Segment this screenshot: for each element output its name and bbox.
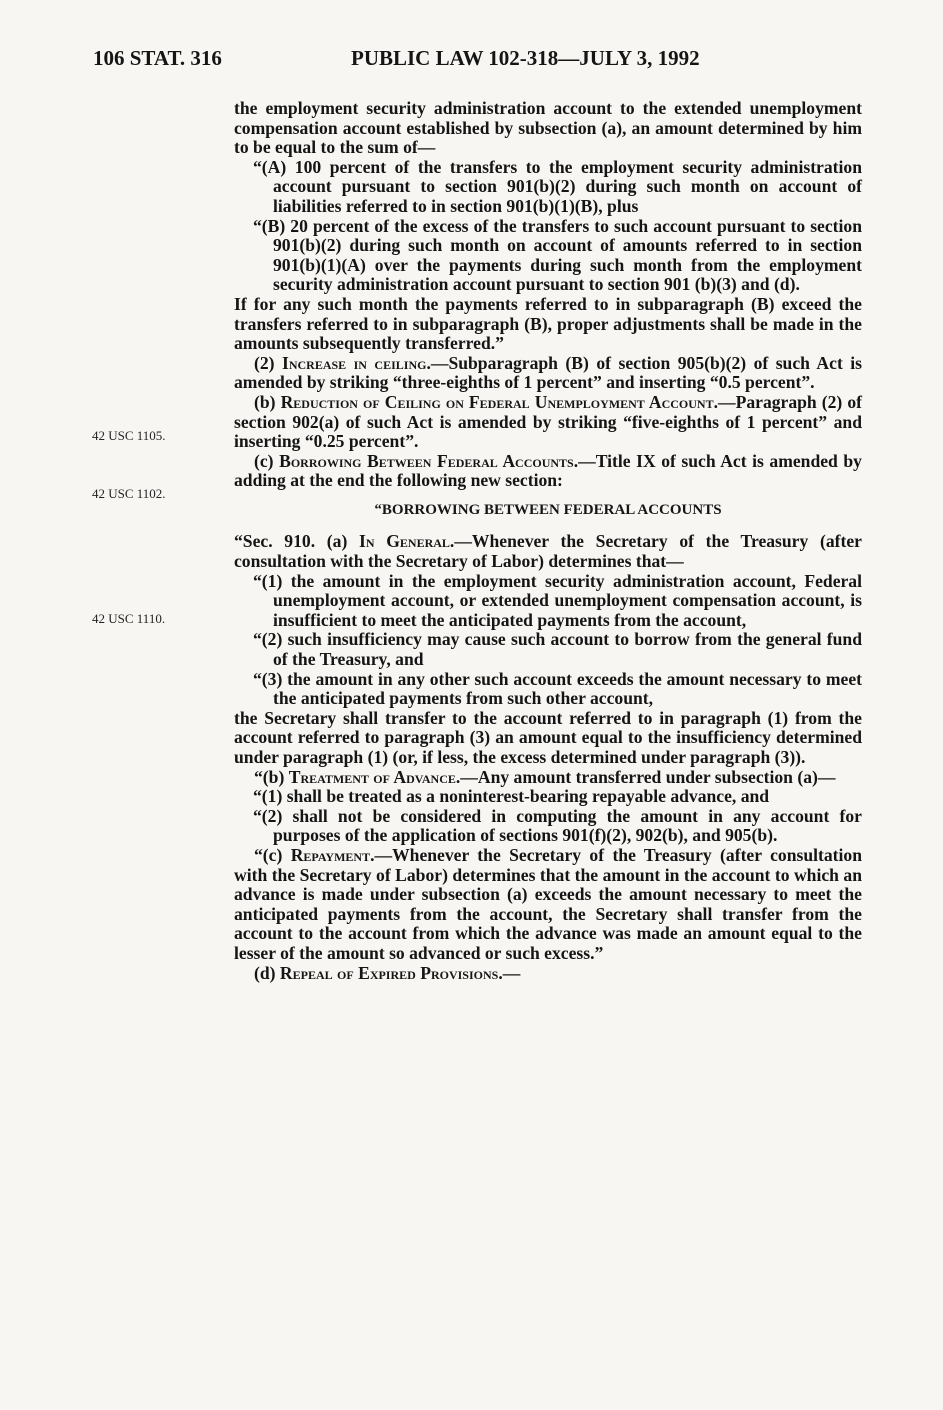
page-header bbox=[93, 46, 853, 76]
margin-note: 42 USC 1110. bbox=[92, 611, 166, 626]
stat-reference: 106 STAT. 316 bbox=[93, 46, 222, 70]
paragraph: the employment security administration account to the extended unemployment compensation account established by subsection (a), an amount determined by him to be equal to the sum of— bbox=[234, 98, 862, 158]
paragraph-lead: “(b) bbox=[254, 766, 289, 787]
paragraph: “(1) the amount in the employment security administration account, Federal unemployment account, or extended unemployment compensation account, is insufficient to meet the anticipated payments from the account, bbox=[253, 570, 862, 630]
paragraph-lead: (d) bbox=[254, 962, 280, 983]
paragraph bbox=[234, 354, 862, 393]
paragraph: “(2) shall not be considered in computing the amount in any account for purposes of the application of sections 901(f)(2), 902(b), and 905(b). bbox=[253, 805, 862, 846]
paragraph-heading: Treatment of Advance. bbox=[288, 766, 461, 787]
paragraph-heading: Borrowing Between Federal Accounts. bbox=[279, 450, 579, 471]
section-heading: “BORROWING BETWEEN FEDERAL ACCOUNTS bbox=[374, 501, 722, 518]
paragraph bbox=[234, 768, 862, 788]
paragraph: the Secretary shall transfer to the account referred to in paragraph (1) from the account referred to paragraph (3) an amount equal to the insufficiency determined under paragraph (1) (or, if less, the excess determined under paragraph (3)). bbox=[234, 707, 862, 767]
paragraph-text: —Any amount transferred under subsection (a)— bbox=[460, 766, 836, 787]
margin-note: 42 USC 1105. bbox=[92, 428, 166, 443]
paragraph-lead: (b) bbox=[254, 391, 281, 412]
margin-note: 42 USC 1102. bbox=[92, 486, 166, 501]
paragraph: “(2) such insufficiency may cause such account to borrow from the general fund of the Treasury, and bbox=[253, 629, 862, 670]
document-body bbox=[234, 99, 862, 983]
paragraph: “(1) shall be treated as a noninterest-bearing repayable advance, and bbox=[253, 786, 770, 807]
paragraph-text: —Whenever the Secretary of the Treasury (after consultation with the Secretary of Labor) determines that the amount in the account to which an advance is made under subsection (a) exceeds the amount necessary to meet the anticipated payments from the account, the Secretary shall transfer from the account to the account from which the advance was made an amount equal to the lesser of the amount so advanced or such excess.” bbox=[234, 844, 862, 963]
paragraph: “(3) the amount in any other such account exceeds the amount necessary to meet the anticipated payments from such other account, bbox=[253, 668, 862, 709]
paragraph-heading: Repeal of Expired Provisions. bbox=[279, 962, 503, 983]
paragraph bbox=[234, 532, 862, 571]
paragraph-text: —Whenever the Secretary of the Treasury (after consultation with the Secretary of Labor) determines that— bbox=[234, 531, 862, 572]
paragraph: “(A) 100 percent of the transfers to the employment security administration account pursuant to section 901(b)(2) during such month on account of liabilities referred to in section 901(b)(1)(B), plus bbox=[253, 156, 862, 216]
paragraph-heading: (2) Increase in ceiling. bbox=[254, 352, 431, 373]
paragraph-lead: (c) bbox=[254, 450, 280, 471]
paragraph-text: —Paragraph (2) of section 902(a) of such Act is amended by striking “five-eighths of 1 percent” and inserting “0.25 percent”. bbox=[234, 391, 863, 452]
paragraph-lead: “Sec. 910. (a) bbox=[234, 531, 360, 552]
paragraph: If for any such month the payments referred to in subparagraph (B) exceed the transfers referred to in subparagraph (B), proper adjustments shall be made in the amounts subsequently transferred.” bbox=[234, 293, 862, 354]
paragraph-heading: Reduction of Ceiling on Federal Unemployment Account. bbox=[280, 391, 718, 412]
paragraph bbox=[234, 393, 862, 452]
paragraph bbox=[234, 452, 862, 491]
paragraph-heading: In General. bbox=[359, 531, 455, 552]
paragraph-lead: “(c) bbox=[254, 844, 291, 865]
paragraph: “(B) 20 percent of the excess of the transfers to such account pursuant to section 901(b)(2) during such month on account of amounts referred to in section 901(b)(1)(A) over the payments during such month from the employment security administration account pursuant to section 901 (b)(3) and (d). bbox=[253, 215, 862, 295]
paragraph bbox=[234, 846, 862, 964]
law-title: PUBLIC LAW 102-318—JULY 3, 1992 bbox=[351, 46, 700, 70]
paragraph-text: —Subparagraph (B) of section 905(b)(2) of such Act is amended by striking “three-eighths of 1 percent” and inserting “0.5 percent”. bbox=[234, 352, 863, 393]
paragraph-text: —Title IX of such Act is amended by adding at the end the following new section: bbox=[234, 450, 862, 491]
paragraph-text: — bbox=[502, 962, 521, 983]
paragraph-heading: Repayment. bbox=[290, 844, 375, 865]
paragraph bbox=[234, 964, 862, 984]
